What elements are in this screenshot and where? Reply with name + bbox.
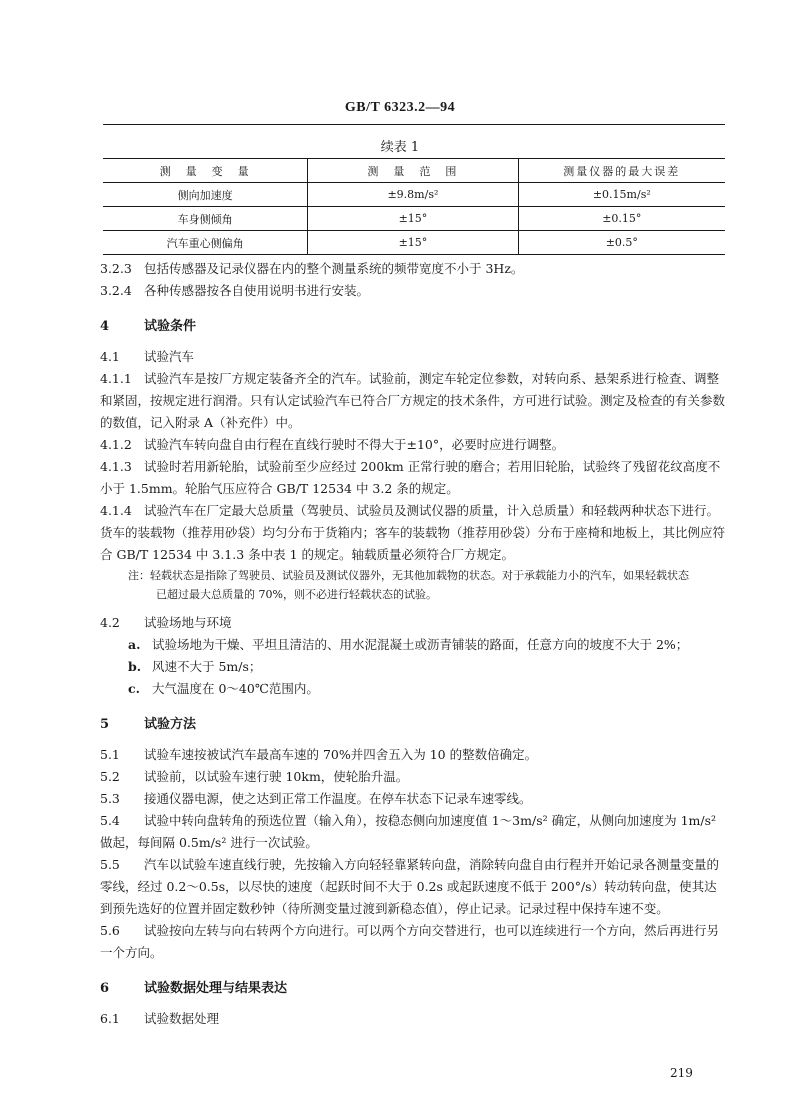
section-title: 试验条件 [144, 319, 197, 334]
note-text: 轻载状态是指除了驾驶员、试验员及测试仪器外，无其他加载物的状态。对于承载能力小的汽车，如果轻载状态 [150, 569, 689, 582]
subsection-heading-6-1 [100, 1008, 728, 1030]
measurement-table [103, 158, 725, 255]
clause-3-2-3 [100, 258, 728, 280]
section-number: 6 [100, 981, 110, 996]
list-item-b [100, 656, 728, 678]
note [100, 566, 728, 604]
clause-text: 试验前，以试验车速行驶 10km，使轮胎升温。 [144, 769, 409, 784]
document-body [100, 258, 728, 1030]
column-header: 测 量 范 围 [308, 159, 518, 183]
clause-4-1-1 [100, 368, 728, 434]
clause-number: 3.2.3 [100, 261, 132, 276]
section-number: 4 [100, 319, 110, 334]
list-item-a [100, 634, 728, 656]
list-letter: c. [128, 681, 140, 696]
clause-number: 4.1.4 [100, 503, 132, 518]
table-cell: ±15° [308, 207, 518, 231]
list-text: 大气温度在 0～40℃范围内。 [152, 681, 319, 696]
clause-5-2 [100, 766, 728, 788]
list-item-c [100, 678, 728, 700]
table-cell: 侧向加速度 [103, 183, 308, 207]
clause-4-1-4 [100, 500, 728, 566]
table-cell: 车身侧倾角 [103, 207, 308, 231]
clause-4-1-2 [100, 434, 728, 456]
clause-5-6 [100, 920, 728, 964]
clause-5-5 [100, 854, 728, 920]
table-cell: ±9.8m/s² [308, 183, 518, 207]
clause-number: 4.1.2 [100, 437, 132, 452]
subsection-heading-4-2 [100, 612, 728, 634]
subsection-title: 试验场地与环境 [144, 615, 232, 630]
clause-number: 5.6 [100, 923, 120, 938]
subsection-heading-4-1 [100, 346, 728, 368]
note-label: 注： [128, 569, 150, 582]
table-cell: ±0.5° [518, 231, 725, 255]
clause-number: 5.1 [100, 747, 120, 762]
subsection-title: 试验数据处理 [144, 1011, 220, 1026]
clause-5-3 [100, 788, 728, 810]
clause-3-2-4 [100, 280, 728, 302]
clause-number: 3.2.4 [100, 283, 132, 298]
clause-text: 包括传感器及记录仪器在内的整个测量系统的频带宽度不小于 3Hz。 [144, 261, 524, 276]
clause-text: 试验中转向盘转角的预选位置（输入角），按稳态侧向加速度值 1～3m/s² 确定，从侧向加速度为 1m/s² 做起，每间隔 0.5m/s² 进行一次试验。 [100, 813, 717, 850]
table-row [103, 207, 725, 231]
clause-number: 5.3 [100, 791, 120, 806]
clause-text: 汽车以试验车速直线行驶，先按输入方向轻轻靠紧转向盘，消除转向盘自由行程并开始记录各测量变量的零线，经过 0.2～0.5s，以尽快的速度（起跃时间不大于 0.2s 或起跃速度不低于 200°/s）转动转向盘，使其达到预先选好的位置并固定数秒钟（待所测变量过渡到新稳态值），停止记录。记录过程中保持车速不变。 [100, 857, 720, 916]
section-title: 试验数据处理与结果表达 [144, 981, 288, 996]
clause-text: 试验汽车是按厂方规定装备齐全的汽车。试验前，测定车轮定位参数，对转向系、悬架系进行检查、调整和紧固，按规定进行润滑。只有认定试验汽车已符合厂方规定的技术条件，方可进行试验。测定及检查的有关参数的数值，记入附录 A（补充件）中。 [100, 371, 726, 430]
clause-number: 5.5 [100, 857, 120, 872]
table-cell: 汽车重心侧偏角 [103, 231, 308, 255]
table-header-row [103, 159, 725, 183]
table-row [103, 231, 725, 255]
clause-text: 试验车速按被试汽车最高车速的 70%并四舍五入为 10 的整数倍确定。 [144, 747, 538, 762]
section-heading-5 [100, 714, 728, 736]
clause-text: 试验汽车转向盘自由行程在直线行驶时不得大于±10°，必要时应进行调整。 [144, 437, 565, 452]
note-text-continued: 已超过最大总质量的 70%，则不必进行轻载状态的试验。 [156, 588, 437, 601]
clause-text: 试验汽车在厂定最大总质量（驾驶员、试验员及测试仪器的质量，计入总质量）和轻载两种状态下进行。货车的装载物（推荐用砂袋）均匀分布于货箱内；客车的装载物（推荐用砂袋）分布于座椅和地板上，其比例应符合 GB/T 12534 中 3.1.3 条中表 1 的规定。轴载质量必须符合厂方规定。 [100, 503, 726, 562]
table-title: 续表 1 [380, 140, 420, 155]
clause-number: 6.1 [100, 1011, 120, 1026]
clause-5-1 [100, 744, 728, 766]
section-heading-6 [100, 978, 728, 1000]
list-letter: b. [128, 659, 142, 674]
table-cell: ±0.15° [518, 207, 725, 231]
clause-text: 各种传感器按各自使用说明书进行安装。 [144, 283, 370, 298]
page-header-code: GB/T 6323.2—94 [344, 100, 456, 115]
column-header: 测量仪器的最大误差 [518, 159, 725, 183]
table-row [103, 183, 725, 207]
section-title: 试验方法 [144, 717, 197, 732]
table-cell: ±0.15m/s² [518, 183, 725, 207]
table-cell: ±15° [308, 231, 518, 255]
clause-text: 试验时若用新轮胎，试验前至少应经过 200km 正常行驶的磨合；若用旧轮胎，试验终了残留花纹高度不小于 1.5mm。轮胎气压应符合 GB/T 12534 中 3.2 条的规定。 [100, 459, 721, 496]
column-header: 测 量 变 量 [103, 159, 308, 183]
list-text: 风速不大于 5m/s； [152, 659, 262, 674]
clause-number: 4.1.3 [100, 459, 132, 474]
page-number: 219 [670, 1066, 693, 1080]
section-heading-4 [100, 316, 728, 338]
clause-number: 4.1.1 [100, 371, 132, 386]
section-number: 5 [100, 717, 110, 732]
clause-number: 5.4 [100, 813, 120, 828]
clause-4-1-3 [100, 456, 728, 500]
list-letter: a. [128, 637, 141, 652]
clause-number: 5.2 [100, 769, 120, 784]
clause-number: 4.1 [100, 349, 120, 364]
clause-number: 4.2 [100, 615, 120, 630]
clause-text: 试验按向左转与向右转两个方向进行。可以两个方向交替进行，也可以连续进行一个方向，然后再进行另一个方向。 [100, 923, 720, 960]
clause-text: 接通仪器电源，使之达到正常工作温度。在停车状态下记录车速零线。 [144, 791, 532, 806]
subsection-title: 试验汽车 [144, 349, 195, 364]
header-rule [103, 124, 725, 125]
list-text: 试验场地为干燥、平坦且清洁的、用水泥混凝土或沥青铺装的路面，任意方向的坡度不大于 2%； [152, 637, 689, 652]
clause-5-4 [100, 810, 728, 854]
